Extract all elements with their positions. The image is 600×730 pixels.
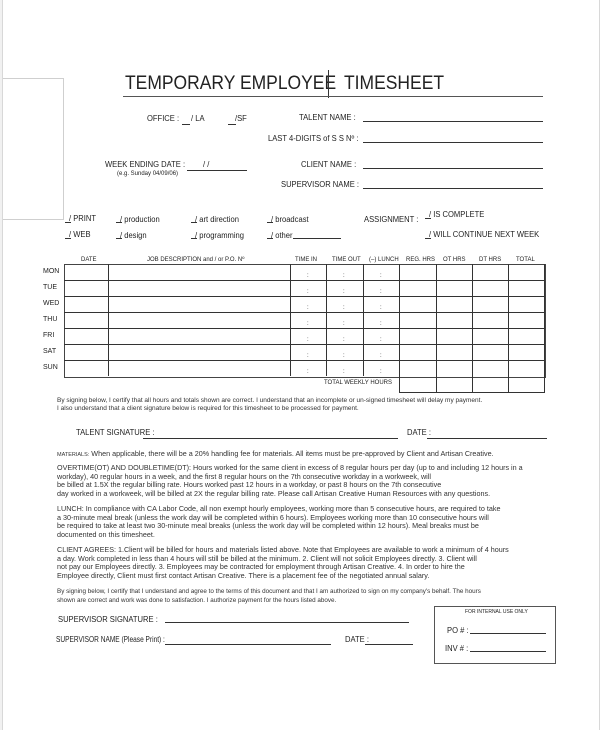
day-tue: TUE <box>43 284 57 291</box>
talent-signature-label: TALENT SIGNATURE : <box>76 428 155 437</box>
day-thu: THU <box>43 316 58 323</box>
ssn-field[interactable] <box>363 142 543 143</box>
day-fri: FRI <box>43 332 55 339</box>
certify-line-2: I also understand that a client signature below is required for this timesheet to be processed for payment. <box>57 405 359 412</box>
supervisor-print-field[interactable] <box>165 644 331 645</box>
col-line <box>108 264 109 376</box>
col-line <box>544 264 545 392</box>
day-sat: SAT <box>43 348 57 355</box>
overtime-line-2: workday), 40 regular hours in a week, and the first 8 regular hours on the 7th consecutive workday in a workweek, will <box>57 471 431 481</box>
day-wed: WED <box>43 300 60 307</box>
office-label: OFFICE : <box>147 114 180 123</box>
category-production[interactable]: / production <box>120 215 160 224</box>
title-divider <box>328 70 329 98</box>
col-header-dt: DT HRS <box>479 257 502 263</box>
col-line <box>472 264 473 392</box>
col-header-lunch: (–) LUNCH <box>369 257 399 263</box>
assignment-continue-option[interactable]: / WILL CONTINUE NEXT WEEK <box>429 230 540 239</box>
supervisor-print-label: SUPERVISOR NAME (Please Print) : <box>56 635 165 644</box>
col-header-ot: OT HRS <box>443 257 466 263</box>
category-art-direction[interactable]: / art direction <box>195 215 239 224</box>
day-mon: MON <box>43 268 60 275</box>
office-la-option[interactable]: / LA <box>191 114 205 123</box>
col-line <box>326 264 327 376</box>
week-ending-slashes: / / <box>203 160 210 169</box>
po-label: PO # : <box>447 626 469 635</box>
office-la-blank <box>182 124 190 125</box>
lunch-line-1: LUNCH: In compliance with CA Labor Code, all non exempt hourly employees, working more than 5 consecutive hours, are required to take <box>57 504 501 513</box>
supervisor-date-field[interactable] <box>365 644 413 645</box>
title-right: TIMESHEET <box>344 73 445 94</box>
time-in-colons: : : : : : : : <box>307 273 309 375</box>
category-design[interactable]: / design <box>120 231 147 240</box>
overtime-line-1: OVERTIME(OT) AND DOUBLETIME(DT): Hours worked for the same client in excess of 8 regular hours per day (up to and including 12 hours in a <box>57 463 523 472</box>
col-line <box>508 264 509 392</box>
supervisor-signature-label: SUPERVISOR SIGNATURE : <box>58 615 158 624</box>
client-agrees-paragraph <box>57 546 557 580</box>
category-print[interactable]: / PRINT <box>69 214 97 223</box>
day-sun: SUN <box>43 364 58 371</box>
certify-line-1: By signing below, I certify that all hours and totals shown are correct. I understand that an incomplete or un-signed timesheet will delay my payment. <box>57 397 483 404</box>
other-field[interactable] <box>293 238 341 239</box>
col-header-date: DATE <box>81 257 97 263</box>
supervisor-date-label: DATE : <box>345 635 369 644</box>
week-ending-hint: (e.g. Sunday 04/09/06) <box>117 171 179 177</box>
logo-placeholder <box>3 78 64 220</box>
supervisor-signature-field[interactable] <box>165 622 409 623</box>
materials-body: When applicable, there will be a 20% handling fee for materials. All items must be pre-approved by Client and Artisan Creative. <box>91 449 494 458</box>
col-header-time-out: TIME OUT <box>332 257 361 263</box>
assignment-complete-option[interactable]: / IS COMPLETE <box>429 210 485 219</box>
talent-name-field[interactable] <box>363 121 543 122</box>
col-header-total: TOTAL <box>516 257 535 263</box>
timesheet-page <box>2 0 600 730</box>
overtime-line-4: day worked in a workweek, will be billed at 2X the regular billing rate. Please call Artisan Creative Human Resources with any questions. <box>57 488 491 498</box>
materials-head: MATERIALS: <box>57 452 90 458</box>
overtime-line-3: be billed at 1.5X the regular billing rate. Hours worked past 12 hours in a workday, or past 8 hours on the 7th consecutive <box>57 480 442 490</box>
title-underline <box>123 96 543 97</box>
office-sf-blank <box>228 124 236 125</box>
category-programming[interactable]: / programming <box>195 231 244 240</box>
internal-use-title: FOR INTERNAL USE ONLY <box>465 609 528 615</box>
lunch-colons: : : : : : : : <box>380 273 382 375</box>
ssn-label: LAST 4-DIGITS of S S Nº : <box>268 134 359 143</box>
total-weekly-label: TOTAL WEEKLY HOURS <box>324 380 393 386</box>
lunch-paragraph <box>57 505 557 539</box>
client-agrees-line-4: Employee directly, Client must first contact Artisan Creative. There is a placement fee of the negotiated annual salary. <box>57 570 430 580</box>
category-broadcast[interactable]: / broadcast <box>271 215 309 224</box>
col-line <box>436 264 437 392</box>
office-sf-option[interactable]: /SF <box>235 114 247 123</box>
col-line <box>290 264 291 376</box>
total-row-bottom <box>399 392 545 393</box>
supervisor-name-label: SUPERVISOR NAME : <box>281 180 359 189</box>
lunch-line-4: documented on this timesheet. <box>57 529 155 539</box>
talent-name-label: TALENT NAME : <box>299 113 356 122</box>
supervisor-name-field[interactable] <box>363 188 543 189</box>
talent-signature-field[interactable] <box>143 438 398 439</box>
lunch-line-2: a 30-minute meal break (unless the work day will be completed within 6 hours). Employees working more than 10 consecutive hours will <box>57 512 489 522</box>
po-field[interactable] <box>470 633 546 634</box>
week-ending-label: WEEK ENDING DATE : <box>105 160 186 169</box>
client-name-label: CLIENT NAME : <box>301 160 357 169</box>
talent-date-field[interactable] <box>427 438 547 439</box>
col-line <box>363 264 364 376</box>
client-agrees-line-3: not pay our Employees directly. 3. Employees may be contracted for employment through Artisan Creative. 4. In order to hire the <box>57 562 465 572</box>
authorize-line-1: By signing below, I certify that I understand and agree to the terms of this document and that I am authorized to sign on my company's behalf. The hours <box>57 588 481 595</box>
col-header-job: JOB DESCRIPTION and / or P.O. Nº <box>147 257 245 263</box>
time-out-colons: : : : : : : : <box>343 273 345 375</box>
talent-date-label: DATE : <box>407 428 431 437</box>
client-agrees-line-2: a day. Work completed in less than 4 hours will still be billed at the minimum. 2. Client will not solicit Employees directly. 3. Client will <box>57 553 477 563</box>
assignment-label: ASSIGNMENT : <box>364 215 419 224</box>
col-header-reg: REG. HRS <box>406 257 436 263</box>
authorize-paragraph <box>57 588 557 605</box>
lunch-line-3: be required to take at least two 30-minute meal breaks (unless the work day will be completed within 12 hours). Meal breaks must be <box>57 521 479 531</box>
client-agrees-line-1: CLIENT AGREES: 1.Client will be billed for hours and materials listed above. Note that Employees are available to work a minimum of 4 hours <box>57 545 509 554</box>
col-line <box>399 264 400 392</box>
inv-field[interactable] <box>470 651 546 652</box>
materials-text <box>57 450 494 460</box>
client-name-field[interactable] <box>363 168 543 169</box>
overtime-paragraph <box>57 464 557 498</box>
title-left: TEMPORARY EMPLOYEE <box>125 73 337 94</box>
week-ending-field[interactable] <box>187 170 247 171</box>
inv-label: INV # : <box>445 644 469 653</box>
category-other[interactable]: / other <box>271 231 293 240</box>
category-web[interactable]: / WEB <box>69 230 91 239</box>
col-header-time-in: TIME IN <box>295 257 317 263</box>
authorize-line-2: shown are correct and work was done to satisfaction. I authorize payment for the hours listed above. <box>57 596 337 604</box>
